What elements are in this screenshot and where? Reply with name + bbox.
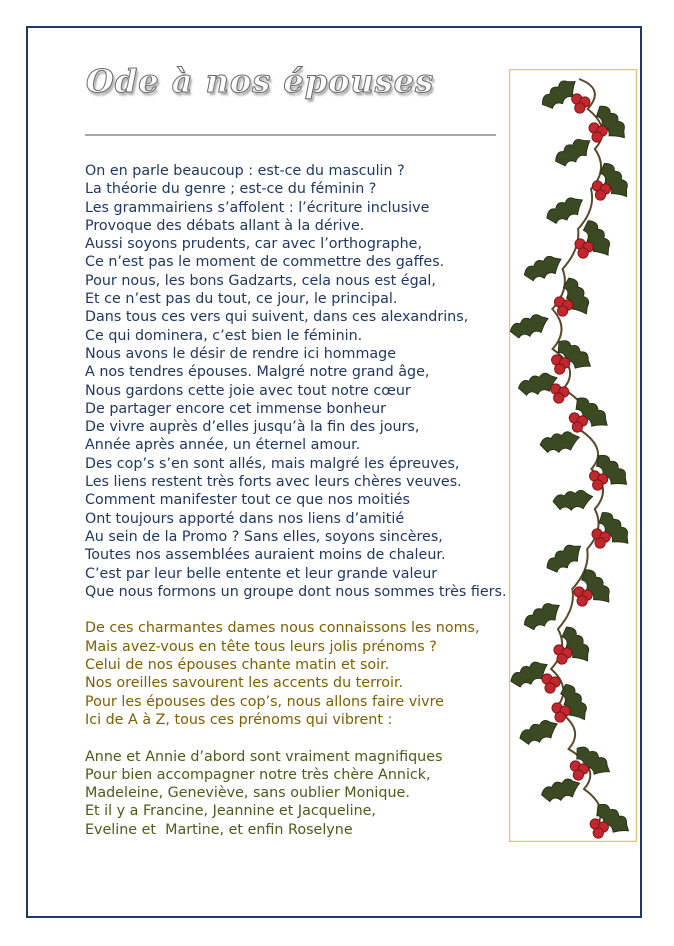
poem-title: Ode à nos épouses [86,62,435,100]
poem-line: Au sein de la Promo ? Sans elles, soyons sincères, [85,528,443,545]
stanza-2 [85,619,505,729]
poem-line: Comment manifester tout ce que nos moitiés [85,492,410,509]
holly-berry-icon [593,480,603,490]
poem-line: Ce n’est pas le moment de commettre des gaffes. [85,254,445,271]
poem-line: Toutes nos assemblées auraient moins de chaleur. [85,547,446,564]
holly-berry-icon [572,422,582,432]
poem-line: Eveline et Martine, et enfin Roselyne [85,821,353,838]
title-divider [85,134,496,136]
poem-line: De vivre auprès d’elles jusqu’à la fin des jours, [85,419,420,436]
poem-line: Ce qui dominera, c’est bien le féminin. [85,327,363,344]
poem-line: Les grammairiens s’affolent : l’écriture inclusive [85,199,430,216]
poem-line: C’est par leur belle entente et leur grande valeur [85,565,438,582]
poem-line: Provoque des débats allant à la dérive. [85,217,365,234]
poem-line: On en parle beaucoup : est-ce du masculin ? [85,163,405,179]
poem-line: Année après année, un éternel amour. [85,437,361,454]
poem-line: Pour les épouses des cop’s, nous allons faire vivre [85,693,444,710]
poem-line: Ont toujours apporté dans nos liens d’amitié [85,510,405,527]
holly-berry-icon [592,132,602,142]
poem-line: Celui de nos épouses chante matin et soir. [85,657,390,674]
holly-garland-image [509,69,637,842]
holly-berry-icon [573,770,583,780]
poem-line: A nos tendres épouses. Malgré notre grand âge, [85,364,430,381]
poem-line: Que nous formons un groupe dont nous sommes très fiers. [85,583,507,600]
holly-berry-icon [578,248,588,258]
poem-line: De ces charmantes dames nous connaissons les noms, [85,620,480,637]
poem-line: Nous gardons cette joie avec tout notre cœur [85,382,411,399]
poem-line: Et ce n’est pas du tout, ce jour, le principal. [85,291,398,308]
poem-line: Anne et Annie d’abord sont vraiment magnifiques [85,748,443,765]
holly-berry-icon [554,393,564,403]
holly-berry-icon [575,103,585,113]
stanza-3 [85,748,505,839]
stanza-1 [85,162,505,601]
holly-berry-icon [545,683,555,693]
poem-line: Nos oreilles savourent les accents du terroir. [85,675,404,692]
poem-line: De partager encore cet immense bonheur [85,400,387,417]
poem-line: Et il y a Francine, Jeannine et Jacqueline, [85,803,376,820]
poem-line: Des cop’s s’en sont allés, mais malgré les épreuves, [85,455,460,472]
poem-line: Pour bien accompagner notre très chère Annick, [85,766,431,783]
poem-body [85,162,505,857]
holly-berry-icon [557,654,567,664]
poem-line: Les liens restent très forts avec leurs chères veuves. [85,474,462,491]
poem-line: Aussi soyons prudents, car avec l’orthographe, [85,236,423,253]
holly-berry-icon [577,596,587,606]
poem-line: Pour nous, les bons Gadzarts, cela nous est égal, [85,272,436,289]
poem-line: Madeleine, Geneviève, sans oublier Monique. [85,785,410,802]
poem-line: Mais avez-vous en tête tous leurs jolis prénoms ? [85,638,437,655]
poem-line: Nous avons le désir de rendre ici hommage [85,345,397,362]
holly-berry-icon [555,364,565,374]
poem-line: Dans tous ces vers qui suivent, dans ces alexandrins, [85,309,469,326]
holly-berry-icon [555,712,565,722]
holly-berry-icon [593,828,603,838]
holly-berry-icon [595,190,605,200]
poem-line: Ici de A à Z, tous ces prénoms qui vibrent : [85,711,393,728]
poem-line: La théorie du genre ; est-ce du féminin ? [85,181,377,198]
holly-berry-icon [595,538,605,548]
holly-berry-icon [557,306,567,316]
